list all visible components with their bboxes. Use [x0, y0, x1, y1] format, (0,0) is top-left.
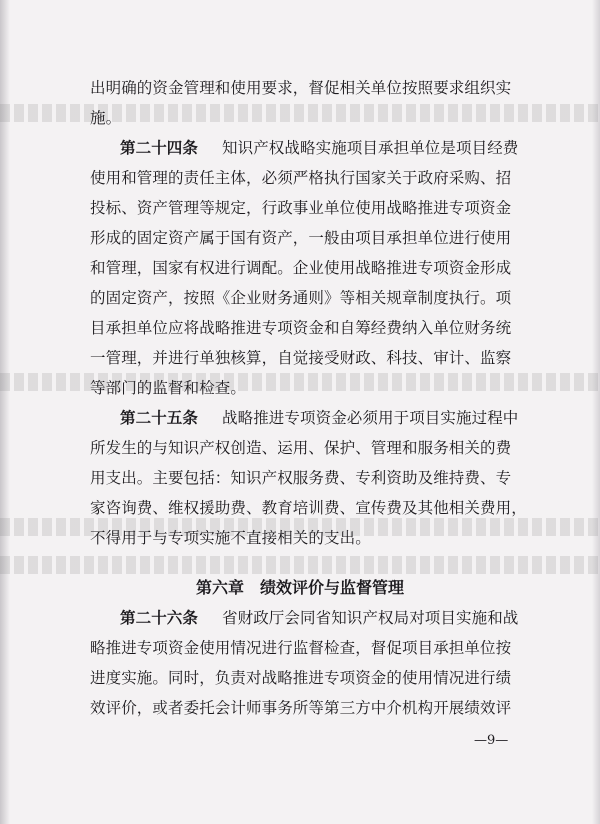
text-line: 目承担单位应将战略推进专项资金和自筹经费纳入单位财务统 [90, 319, 512, 337]
article-26-label: 第二十六条 [120, 608, 199, 627]
text-line: 一管理，并进行单独核算，自觉接受财政、科技、审计、监察 [90, 349, 512, 367]
text-line: 略推进专项资金使用情况进行监督检查，督促项目承担单位按 [90, 639, 512, 657]
text-line: 出明确的资金管理和使用要求，督促相关单位按照要求组织实 [90, 79, 512, 97]
text-line: 和管理，国家有权进行调配。企业使用战略推进专项资金形成 [90, 259, 512, 277]
text-line: 施。 [90, 109, 122, 127]
text-line: 知识产权战略实施项目承担单位是项目经费 [222, 139, 519, 157]
text-line: 所发生的与知识产权创造、运用、保护、管理和服务相关的费 [90, 439, 512, 457]
scan-edge-right [592, 0, 600, 824]
text-line: 形成的固定资产属于国有资产，一般由项目承担单位进行使用 [90, 229, 512, 247]
text-line: 投标、资产管理等规定，行政事业单位使用战略推进专项资金 [90, 199, 512, 217]
text-line: 省财政厅会同省知识产权局对项目实施和战 [222, 609, 519, 627]
text-line: 战略推进专项资金必须用于项目实施过程中 [222, 409, 519, 427]
bleed-through-4 [0, 556, 600, 574]
text-line: 的固定资产，按照《企业财务通则》等相关规章制度执行。项 [90, 289, 512, 307]
text-line: 用支出。主要包括：知识产权服务费、专利资助及维持费、专 [90, 469, 512, 487]
text-line: 不得用于与专项实施不直接相关的支出。 [90, 529, 371, 547]
scan-edge-left [0, 0, 10, 824]
article-24-label: 第二十四条 [120, 138, 199, 157]
text-line: 等部门的监督和检查。 [90, 379, 247, 397]
chapter-6-heading: 第六章 绩效评价与监督管理 [195, 578, 404, 597]
page-number: —9— [474, 733, 509, 748]
text-line: 进度实施。同时，负责对战略推进专项资金的使用情况进行绩 [90, 669, 512, 687]
text-line: 效评价，或者委托会计师事务所等第三方中介机构开展绩效评 [90, 699, 512, 717]
article-25-label: 第二十五条 [120, 408, 199, 427]
text-line: 使用和管理的责任主体，必须严格执行国家关于政府采购、招 [90, 169, 512, 187]
text-line: 家咨询费、维权援助费、教育培训费、宣传费及其他相关费用， [90, 499, 527, 517]
